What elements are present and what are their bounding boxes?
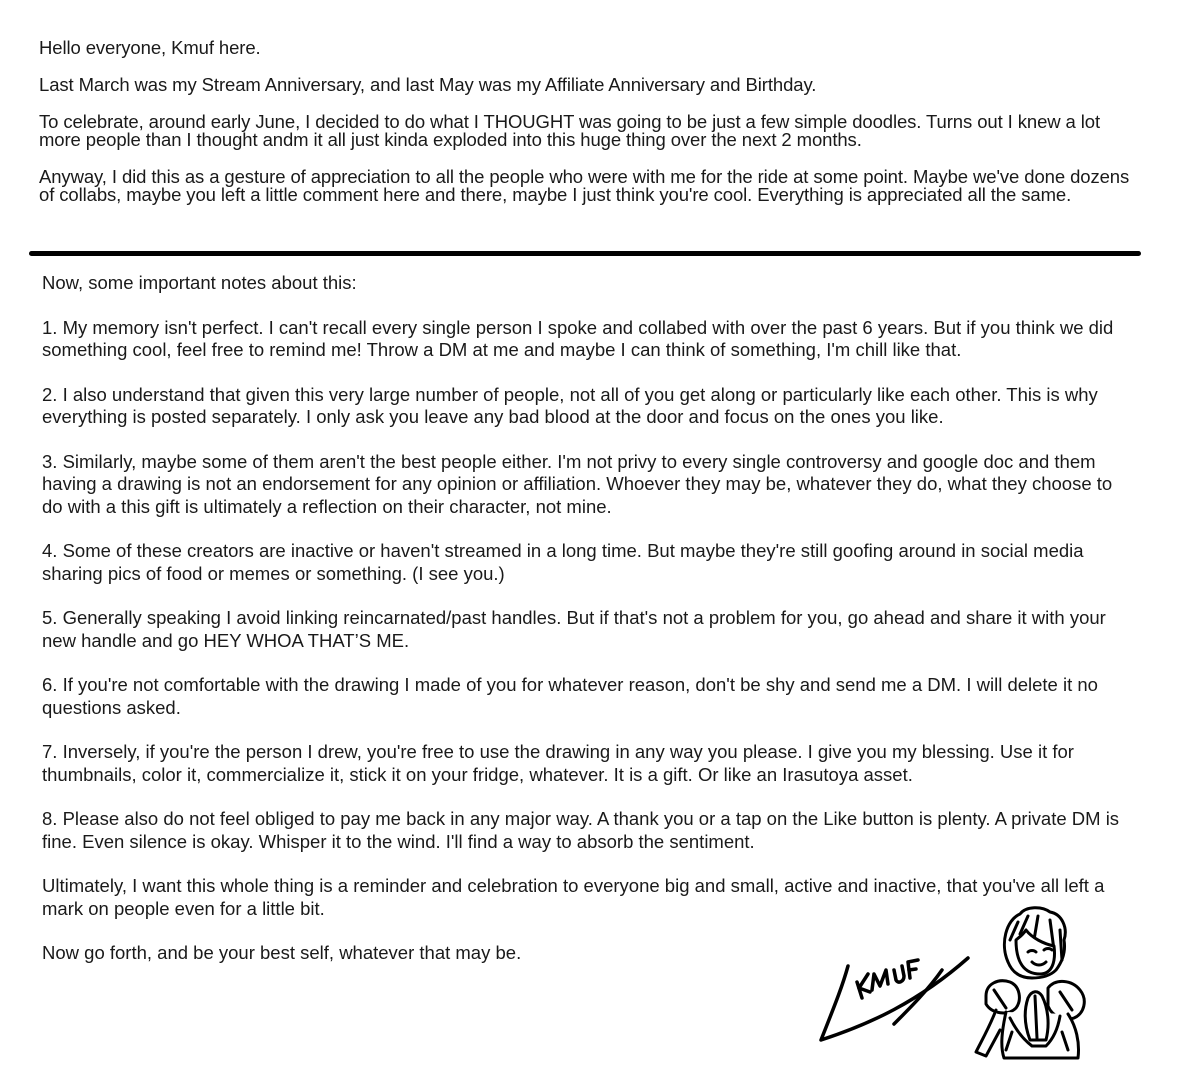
note-item: 6. If you're not comfortable with the drawing I made of you for whatever reason, don't be shy and send me a DM. I will delete it no questions asked. bbox=[42, 674, 1098, 718]
note-item: 2. I also understand that given this very large number of people, not all of you get along or particularly like each other. This is why everything is posted separately. I only ask you leave any bad blood at the door and focus on the ones you like. bbox=[42, 383, 1098, 427]
signature-drawing bbox=[810, 900, 1100, 1065]
notes-section bbox=[42, 272, 1132, 987]
section-divider bbox=[29, 251, 1141, 256]
anniversary-text: Last March was my Stream Anniversary, and last May was my Affiliate Anniversary and Birthday. bbox=[39, 74, 817, 95]
signature-block bbox=[810, 900, 1100, 1065]
celebrate-text: To celebrate, around early June, I decided to do what I THOUGHT was going to be just a few simple doodles. Turns out I knew a lot more people than I thought andm it all just kinda exploded into this huge thing over the next 2 months. bbox=[39, 111, 1101, 150]
closing-text: Now go forth, and be your best self, whatever that may be. bbox=[42, 942, 522, 963]
note-item: 8. Please also do not feel obliged to pay me back in any major way. A thank you or a tap on the Like button is plenty. A private DM is fine. Even silence is okay. Whisper it to the wind. I'll find a way to absorb the sentiment. bbox=[42, 808, 1120, 852]
appreciation-text: Anyway, I did this as a gesture of appreciation to all the people who were with me for the ride at some point. Maybe we've done dozens of collabs, maybe you left a little comment here and there, maybe I just think you're cool. Everything is appreciated all the same. bbox=[39, 166, 1130, 205]
note-item: 5. Generally speaking I avoid linking reincarnated/past handles. But if that's not a problem for you, go ahead and share it with your new handle and go HEY WHOA THAT’S ME. bbox=[42, 607, 1106, 651]
note-item: 7. Inversely, if you're the person I drew, you're free to use the drawing in any way you please. I give you my blessing. Use it for thumbnails, color it, commercialize it, stick it on your fridge, whatever. It is a gift. Or like an Irasutoya asset. bbox=[42, 741, 1074, 785]
note-item: 3. Similarly, maybe some of them aren't the best people either. I'm not privy to every single controversy and google doc and them having a drawing is not an endorsement for any opinion or affiliation. Whoever they may be, whatever they do, what they choose to do with a this gift is ultimately a reflection on their character, not mine. bbox=[42, 450, 1113, 517]
ultimately-text: Ultimately, I want this whole thing is a reminder and celebration to everyone big and small, active and inactive, that you've all left a mark on people even for a little bit. bbox=[42, 875, 1105, 919]
greeting-text: Hello everyone, Kmuf here. bbox=[39, 37, 261, 58]
note-item: 1. My memory isn't perfect. I can't recall every single person I spoke and collabed with over the past 6 years. But if you think we did something cool, feel free to remind me! Throw a DM at me and maybe I can think of something, I'm chill like that. bbox=[42, 316, 1114, 360]
intro-section bbox=[39, 39, 1134, 204]
note-item: 4. Some of these creators are inactive or haven't streamed in a long time. But maybe they're still goofing around in social media sharing pics of food or memes or something. (I see you.) bbox=[42, 540, 1084, 584]
notes-heading: Now, some important notes about this: bbox=[42, 272, 357, 293]
signature-logo bbox=[821, 958, 968, 1040]
chibi-character-praying-icon bbox=[976, 908, 1084, 1058]
